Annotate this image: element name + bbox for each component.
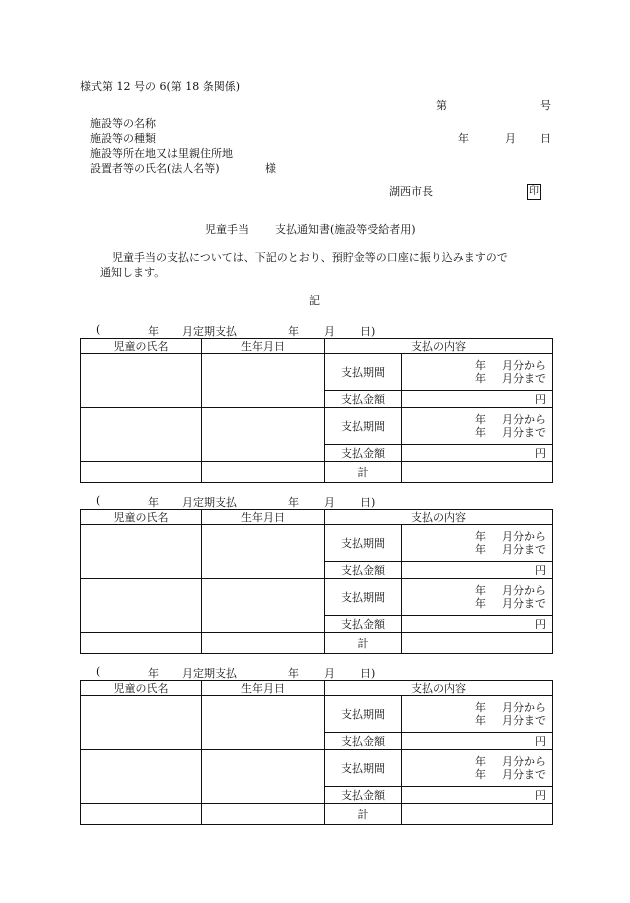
period-line-2 <box>96 494 396 508</box>
honorific: 様 <box>265 162 276 175</box>
payment-period-label: 支払期間 <box>325 579 402 616</box>
nen-label: 年 <box>475 543 486 556</box>
nen-label: 年 <box>475 426 486 439</box>
period-tsuki: 月 <box>324 667 335 680</box>
payment-period-label: 支払期間 <box>325 354 402 391</box>
from-label: 月分から <box>502 413 546 426</box>
total-label: 計 <box>325 462 402 483</box>
number-go: 号 <box>540 99 551 112</box>
payment-amount-value: 円 <box>402 787 553 804</box>
nen-label: 年 <box>475 714 486 727</box>
payment-amount-value: 円 <box>402 391 553 408</box>
header-birth-date: 生年月日 <box>202 510 325 525</box>
date-tsuki: 月 <box>505 132 516 145</box>
nen-label: 年 <box>475 413 486 426</box>
payment-period-label: 支払期間 <box>325 408 402 445</box>
period-teiki: 月定期支払 <box>182 667 237 680</box>
child-name-cell <box>81 750 202 804</box>
ki-label: 記 <box>309 294 320 307</box>
nen-label: 年 <box>475 372 486 385</box>
payment-period-label: 支払期間 <box>325 750 402 787</box>
header-child-name: 児童の氏名 <box>81 681 202 696</box>
period-close: 日) <box>360 496 376 509</box>
nen-label: 年 <box>475 768 486 781</box>
to-label: 月分まで <box>502 426 546 439</box>
from-label: 月分から <box>502 359 546 372</box>
form-number: 様式第 12 号の 6(第 18 条関係) <box>80 80 241 93</box>
period-close: 日) <box>360 667 376 680</box>
seal-stamp: 印 <box>527 184 541 200</box>
birth-date-cell <box>202 408 325 462</box>
child-name-cell <box>81 354 202 408</box>
payment-amount-value: 円 <box>402 616 553 633</box>
nen-label: 年 <box>475 359 486 372</box>
birth-date-cell <box>202 696 325 750</box>
payment-period-value <box>402 579 553 616</box>
period-tsuki: 月 <box>324 325 335 338</box>
header-child-name: 児童の氏名 <box>81 510 202 525</box>
period-nen1: 年 <box>148 496 159 509</box>
payment-amount-value: 円 <box>402 733 553 750</box>
body-text-line2: 通知します。 <box>100 266 166 279</box>
period-nen2: 年 <box>288 325 299 338</box>
header-birth-date: 生年月日 <box>202 339 325 354</box>
birth-date-cell <box>202 750 325 804</box>
payment-period-value <box>402 408 553 445</box>
period-nen2: 年 <box>288 667 299 680</box>
period-line-3 <box>96 665 396 679</box>
header-payment-content: 支払の内容 <box>325 510 553 525</box>
period-open: ( <box>96 323 101 336</box>
total-empty-cell <box>202 804 325 825</box>
total-value <box>402 633 553 654</box>
from-label: 月分から <box>502 755 546 768</box>
period-nen1: 年 <box>148 667 159 680</box>
total-empty-cell <box>202 462 325 483</box>
header-child-name: 児童の氏名 <box>81 339 202 354</box>
header-birth-date: 生年月日 <box>202 681 325 696</box>
nen-label: 年 <box>475 584 486 597</box>
total-value <box>402 462 553 483</box>
payment-amount-label: 支払金額 <box>325 445 402 462</box>
to-label: 月分まで <box>502 714 546 727</box>
period-nen1: 年 <box>148 325 159 338</box>
header-payment-content: 支払の内容 <box>325 339 553 354</box>
title-part2: 支払通知書(施設等受給者用) <box>275 223 416 236</box>
date-hi: 日 <box>540 132 551 145</box>
total-label: 計 <box>325 633 402 654</box>
payment-amount-label: 支払金額 <box>325 787 402 804</box>
total-empty-cell <box>81 633 202 654</box>
issuer: 湖西市長 <box>389 185 433 198</box>
facility-name-label: 施設等の名称 <box>90 117 156 130</box>
payment-period-value <box>402 696 553 733</box>
from-label: 月分から <box>502 530 546 543</box>
total-empty-cell <box>202 633 325 654</box>
payment-period-label: 支払期間 <box>325 525 402 562</box>
payment-period-value <box>402 354 553 391</box>
date-nen: 年 <box>458 132 469 145</box>
to-label: 月分まで <box>502 543 546 556</box>
period-close: 日) <box>360 325 376 338</box>
payment-table-2 <box>80 509 553 654</box>
payment-table-1 <box>80 338 553 483</box>
payment-amount-label: 支払金額 <box>325 733 402 750</box>
number-dai: 第 <box>436 99 447 112</box>
child-name-cell <box>81 696 202 750</box>
from-label: 月分から <box>502 584 546 597</box>
payment-amount-label: 支払金額 <box>325 616 402 633</box>
nen-label: 年 <box>475 755 486 768</box>
payment-period-value <box>402 750 553 787</box>
title-part1: 児童手当 <box>205 223 249 236</box>
payment-amount-label: 支払金額 <box>325 391 402 408</box>
birth-date-cell <box>202 354 325 408</box>
header-payment-content: 支払の内容 <box>325 681 553 696</box>
period-nen2: 年 <box>288 496 299 509</box>
birth-date-cell <box>202 525 325 579</box>
period-open: ( <box>96 665 101 678</box>
total-value <box>402 804 553 825</box>
payment-amount-value: 円 <box>402 562 553 579</box>
period-tsuki: 月 <box>324 496 335 509</box>
child-name-cell <box>81 408 202 462</box>
period-open: ( <box>96 494 101 507</box>
to-label: 月分まで <box>502 597 546 610</box>
payment-table-3 <box>80 680 553 825</box>
payment-amount-value: 円 <box>402 445 553 462</box>
period-teiki: 月定期支払 <box>182 325 237 338</box>
period-teiki: 月定期支払 <box>182 496 237 509</box>
total-empty-cell <box>81 462 202 483</box>
body-text-line1: 児童手当の支払については、下記のとおり、預貯金等の口座に振り込みますので <box>112 251 508 264</box>
from-label: 月分から <box>502 701 546 714</box>
child-name-cell <box>81 579 202 633</box>
nen-label: 年 <box>475 530 486 543</box>
birth-date-cell <box>202 579 325 633</box>
operator-name-label: 設置者等の氏名(法人名等) <box>90 162 220 175</box>
total-empty-cell <box>81 804 202 825</box>
period-line-1 <box>96 323 396 337</box>
to-label: 月分まで <box>502 768 546 781</box>
to-label: 月分まで <box>502 372 546 385</box>
facility-address-label: 施設等所在地又は里親住所地 <box>90 147 233 160</box>
nen-label: 年 <box>475 701 486 714</box>
child-name-cell <box>81 525 202 579</box>
facility-type-label: 施設等の種類 <box>90 132 156 145</box>
payment-amount-label: 支払金額 <box>325 562 402 579</box>
nen-label: 年 <box>475 597 486 610</box>
payment-period-label: 支払期間 <box>325 696 402 733</box>
payment-period-value <box>402 525 553 562</box>
total-label: 計 <box>325 804 402 825</box>
